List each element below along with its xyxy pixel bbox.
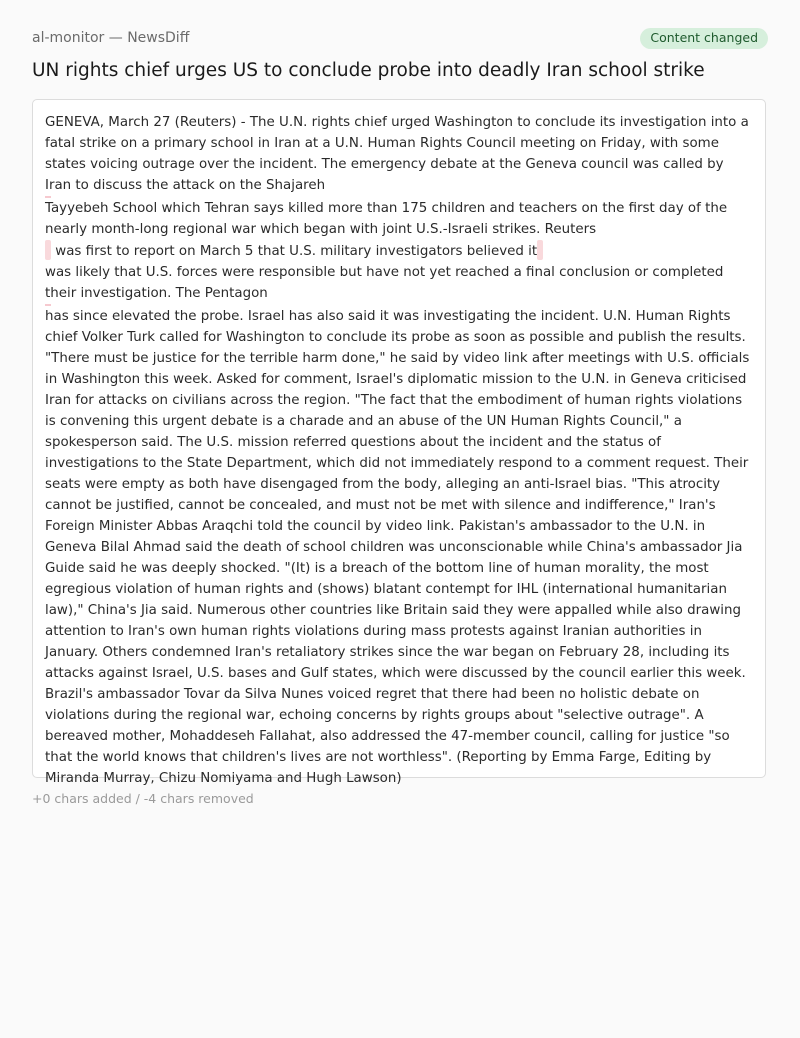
diff-card (32, 99, 766, 786)
unchanged-text: was likely that U.S. forces were responsible but have not yet reached a final conclusion or completed their investigation. The Pentagon (45, 265, 724, 301)
removed-text (537, 240, 543, 260)
diff-line (45, 240, 753, 262)
unchanged-text: GENEVA, March 27 (Reuters) - The U.N. rights chief urged Washington to conclude its investigation into a fatal strike on a primary school in Iran at a U.N. Human Rights Council meeting on Friday, with some states voicing outrage over the incident. The emergency debate at the Geneva council was called by Iran to discuss the attack on the Shajareh (45, 115, 749, 193)
unchanged-text: has since elevated the probe. Israel has also said it was investigating the incident. U.N. Human Rights chief Volker Turk called for Washington to conclude its probe as soon as possible and publish the results. "There must be justice for the terrible harm done," he said by video link after meetings with U.S. officials in Washington this week. Asked for comment, Israel's diplomatic mission to the U.N. in Geneva criticised Iran for attacks on civilians across the region. "The fact that the embodiment of human rights violations is convening this urgent debate is a charade and an abuse of the UN Human Rights Council," a spokesperson said. The U.S. mission referred questions about the incident and the status of investigations to the State Department, which did not immediately respond to a comment request. Their seats were empty as both have disengaged from the body, alleging an anti-Israel bias. "This atrocity cannot be justified, cannot be concealed, and must not be met with silence and indifference," Iran's Foreign Minister Abbas Araqchi told the council by video link. Pakistan's ambassador to the U.N. in Geneva Bilal Ahmad said the death of school children was unconscionable while China's ambassador Jia Guide said he was deeply shocked. "(It) is a breach of the bottom line of human morality, the most egregious violation of human rights and (shows) blatant contempt for IHL (international humanitarian law)," China's Jia said. Numerous other countries like Britain said they were appalled while also drawing attention to Iran's own human rights violations during mass protests against Iranian authorities in January. Others condemned Iran's retaliatory strikes since the war began on February 28, including its attacks against Israel, U.S. bases and Gulf states, which were discussed by the council earlier this week. Brazil's ambassador Tovar da Silva Nunes voiced regret that there had been no holistic debate on violations during the regional war, echoing concerns by rights groups about "selective outrage". A bereaved mother, Mohaddeseh Fallahat, also addressed the 47-member council, calling for justice "so that the world knows that children's lives are not worthless". (Reporting by Emma Farge, Editing by Miranda Murray, Chizu Nomiyama and Hugh Lawson) (45, 309, 750, 786)
site-label: al-monitor — NewsDiff (32, 30, 190, 46)
status-badge: Content changed (640, 28, 768, 49)
diff-stats: +0 chars added / -4 chars removed (32, 791, 254, 806)
unchanged-text: was first to report on March 5 that U.S. military investigators believed it (51, 244, 538, 259)
diff-body (45, 112, 753, 789)
article-title: UN rights chief urges US to conclude probe into deadly Iran school strike (32, 60, 705, 81)
unchanged-text: Tayyebeh School which Tehran says killed more than 175 children and teachers on the first day of the nearly month-long regional war which began with joint U.S.-Israeli strikes. Reuters (45, 201, 728, 237)
header-row (32, 27, 768, 49)
